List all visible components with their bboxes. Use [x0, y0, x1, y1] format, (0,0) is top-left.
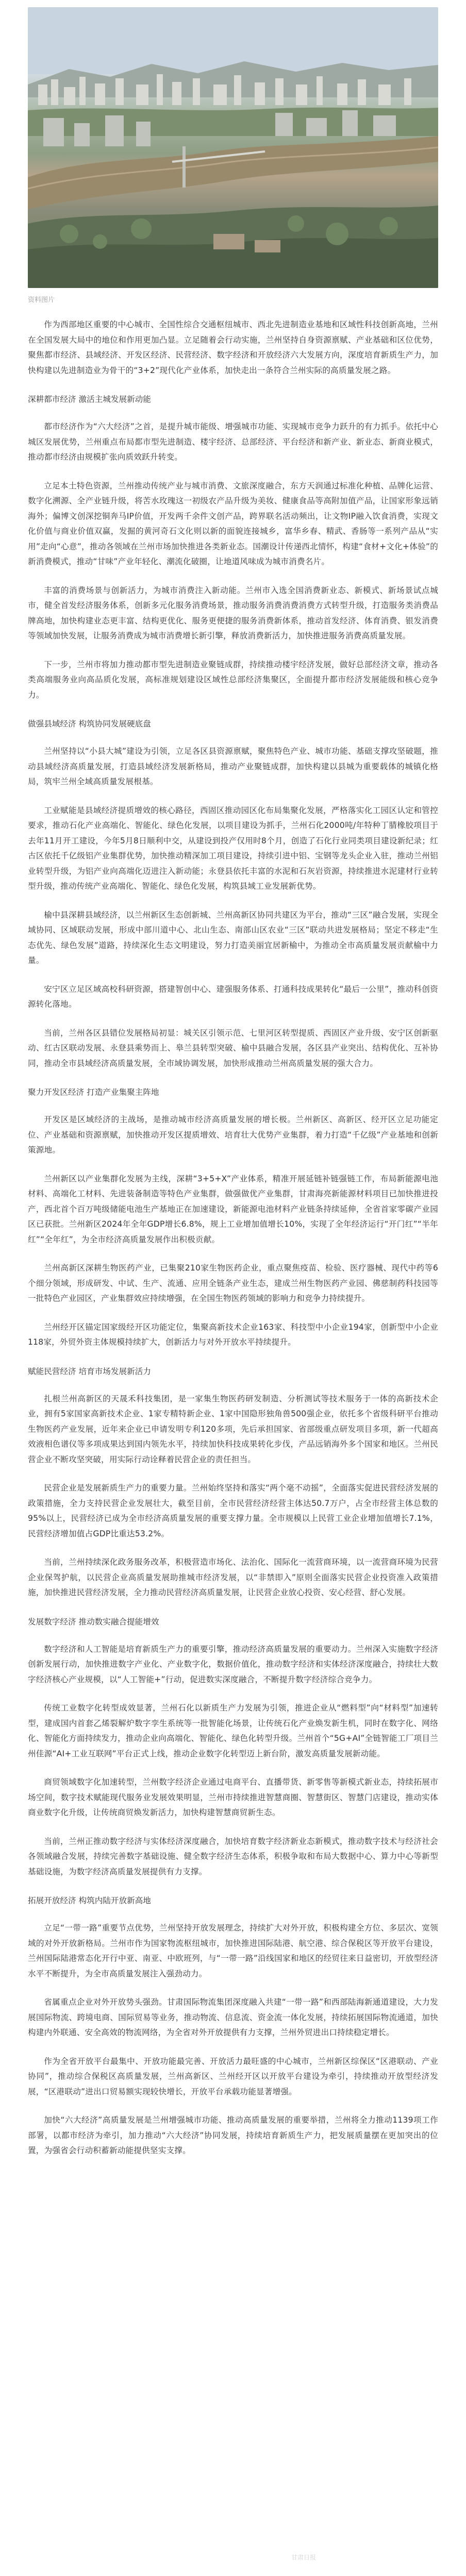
paragraph: 作为西部地区重要的中心城市、全国性综合交通枢纽城市、西北先进制造业基地和区域性科技创新高地，兰州在全国发展大局中的地位和作用更加凸显。立足随着会行动实施，兰州坚持自身资源禀赋、产业基础和区位优势，聚焦都市经济、县域经济、开发区经济、民营经济、数字经济和开放经济六大发展方向，深度培育新质生产力，加快构建以先进制造业为骨干的“3+2”现代化产业体系，加快走出一条符合兰州实际的高质量发展之路。	[28, 320, 438, 375]
paragraph: 兰州新区以产业集群化发展为主线，深耕“3+5+X”产业体系，精准开展延链补链强链工作，布局新能源电池材料、高端化工材料、先进装备制造等特色产业集群，做强做优产业集群，甘肃海亮新能源材料项目已加快推进投产，西北首个百万吨级储能电池生产基地正在加速建设，新能源电池材料产业链条持续延伸，全省首家零碳产业园区已获批。兰州新区2024年全年GDP增长6.8%，规上工业增加值增长10%，实现了全年经济运行“开门红”“半年红”“全年红”，为全市经济高质量发展作出积极贡献。	[28, 1174, 438, 1244]
paragraph: 当前，兰州持续深化政务服务改革，积极营造市场化、法治化、国际化一流营商环境，以一流营商环境为民营企业保驾护航，以民营企业高质量发展助推城市经济发展，以“非禁即入”原则全面落实民营企业投资准入政策措施，加快推进民营经济发展，全力推动民营经济高质量发展，让民营企业放心投资、安心经营、舒心发展。	[28, 1557, 438, 1597]
paragraph: 开发区是区域经济的主战场，是推动城市经济高质量发展的增长极。兰州新区、高新区、经开区立足功能定位、产业基础和资源禀赋，加快推动开发区提质增效、培育壮大优势产业集群，着力打造“千亿级”产业基地和创新策源地。	[28, 1115, 438, 1155]
paragraph: 民营企业是发展新质生产力的重要力量。兰州始终坚持和落实“两个毫不动摇”，全面落实促进民营经济发展的政策措施，全力支持民营企业发展壮大，截至目前，全市民营经济经营主体达50.7万户，占全市经营主体总数的95%以上，民营经济已成为全市经济高质量发展的重要支撑力量。全市规模以上民营工业企业增加值增长7.1%，民营经济增加值占GDP比重达53.2%。	[28, 1483, 438, 1538]
paragraph: 加快“六大经济”高质量发展是兰州增强城市功能、推动高质量发展的重要举措，兰州将全力推动1139项工作部署，以都市经济为牵引，加力推动“六大经济”协同发展，持续培育新质生产力，把发展质量摆在更加突出的位置，为强省会行动积蓄新动能提供坚实支撑。	[28, 2115, 438, 2155]
section-heading: 聚力开发区经济 打造产业集聚主阵地	[28, 1088, 159, 1097]
section-heading: 做强县域经济 构筑协同发展硬底盘	[28, 719, 151, 728]
paragraph: 兰州坚持以“小县大城”建设为引领，立足各区县资源禀赋，聚焦特色产业、城市功能、基础支撑攻坚破题，推动县域经济高质量发展，打造县域经济发展新格局，推动产业聚链成群，加快构建以县城为重要载体的城镇化格局，筑牢兰州全域高质量发展根基。	[28, 747, 438, 786]
section-heading: 赋能民营经济 培育市场发展新活力	[28, 1366, 151, 1376]
article	[28, 0, 438, 2159]
paragraph: 兰州经开区锚定国家级经开区功能定位，集聚高新技术企业163家、科技型中小企业194家，创新型中小企业118家，外贸外资主体规模持续扩大，创新活力与对外开放水平持续提升。	[28, 1322, 438, 1347]
article-body	[28, 317, 438, 2159]
paragraph: 扎根兰州高新区的天晟禾科技集团，是一家集生物医药研发制造、分析测试等技术服务于一体的高新技术企业，拥有5家国家高新技术企业、1家专精特新企业、1家中国隐形独角兽500强企业，依托多个省级科研平台推动生物医药产业发展，近年来企业已申请发明专利120多项，先后承担国家、省部级重点研发项目多项，新一代超高效液相色谱仪等多项成果达到国内领先水平，持续加快科技成果转化步伐，产品远销海外多个国家和地区。兰州民营企业不断攻坚突破，用实际行动诠释着民营企业的责任担当。	[28, 1394, 438, 1464]
paragraph: 当前，兰州各区县错位发展格局初显：城关区引领示范、七里河区转型提质、西固区产业升级、安宁区创新驱动、红古区联动发展、永登县乘势而上、皋兰县转型突破、榆中县融合发展，各区县产业突出、结构优化、互补协同，推动全市县域经济高质量发展，全市域协调发展，加快形成推动兰州高质量发展的强大合力。	[28, 1028, 438, 1068]
paragraph: 立足本土特色资源，兰州推动传统产业与城市消费、文旅深度融合，东方天润通过标准化种植、品牌化运营、数字化溯源、全产业链升级，将苦水玫瑰这一初级农产品升级为美妆、健康食品等高附加值产品，让国家形象远销海外；偏博文创深挖铜奔马IP价值，开发两千余件文创产品，跨界联名活动频出，让文物IP融入饮食消费，实现文化价值与商业价值双赢，发掘的黄河奇石文化则以新的面貌连接城乡，富华乡春、精武、香肠等一系列产品从“实用”走向“心意”，推动各领域在兰州市场加快推进各类新业态。国潮设计传递西北情怀，构建“食材+文化+体验”的新消费模式，推动“甘味”产业年轻化、潮流化破圈，让地道风味成为城市消费名片。	[28, 481, 438, 566]
paragraph: 安宁区立足区域高校科研资源，搭建智创中心、建强服务体系、打通科技成果转化“最后一公里”，推动科创资源转化落地。	[28, 984, 438, 1009]
watermark-text: 甘肃日报	[291, 2554, 317, 2561]
paragraph: 工业赋能是县域经济提质增效的核心路径，西固区推动园区化布局集聚化发展，严格落实化工园区认定和管控要求，推动石化产业高端化、智能化、绿色化发展，以项目建设为抓手，兰州石化2000吨/年特种丁腈橡胶项目于去年11月开工建设，今年5月8日顺利中交，从建设到投产仅用时8个月，创造了石化行业同类项目建设新纪录；红古区依托千亿级铝产业集群优势，加快推动精深加工项目建设，持续引进中铝、宝钢等龙头企业入驻，推动兰州铝业转型升级，为铝产业向高端化迈进注入新动能；永登县依托丰富的水泥和石灰岩资源，持续推进水泥建材行业转型升级，推动传统产业高端化、智能化、绿色化发展，构筑县域工业发展新优势。	[28, 805, 438, 891]
paragraph: 立足“一带一路”重要节点优势，兰州坚持开放发展理念，持续扩大对外开放，积极构建全方位、多层次、宽领域的对外开放新格局。兰州市作为国家物流枢纽城市，加快推进国际陆港、航空港、综合保税区等开放平台建设，兰州国际陆港常态化开行中亚、南亚、中欧班列，与“一带一路”沿线国家和地区的经贸往来日益密切，开放型经济水平不断提升，为全市高质量发展注入强劲动力。	[28, 1923, 438, 1978]
paragraph: 作为全省开放平台最集中、开放功能最完善、开放活力最旺盛的中心城市，兰州新区综保区“区港联动、产业协同”，推动综合保税区高质量发展，兰州高新区、兰州经开区以开放平台建设为牵引，持续推动开放型经济发展，“区港联动”进出口贸易额实现较快增长，开放平台承载功能显著增强。	[28, 2056, 438, 2096]
section-heading: 深耕都市经济 激活主城发展新动能	[28, 395, 151, 404]
image-caption: 资料图片	[28, 296, 55, 304]
city-aerial-photo	[28, 7, 438, 288]
paragraph: 当前，兰州正推动数字经济与实体经济深度融合，加快培育数字经济新业态新模式，推动数字技术与经济社会各领域融合发展，持续完善数字基础设施、健全数字经济生态体系，积极争取和布局大数据中心、算力中心等新型基础设施，为数字经济高质量发展提供有力支撑。	[28, 1836, 438, 1876]
paragraph: 省属重点企业对外开放势头强劲。甘肃国际物流集团深度融入共建“一带一路”和西部陆海新通道建设，大力发展国际物流、跨境电商、国际贸易等业务，推动物流、信息流、资金流一体化发展，持续拓展国际物流通道，加快构建内外联通、安全高效的物流网络，为全省对外开放提供有力支撑，兰州外贸进出口持续稳定增长。	[28, 1997, 438, 2037]
paragraph: 商贸领域数字化加速转型，兰州数字经济企业通过电商平台、直播带货、新零售等新模式新业态，持续拓展市场空间，数字技术赋能现代服务业发展效果明显，兰州市持续推进智慧商圈、智慧街区、智慧门店建设，推动实体商业数字化升级，让传统商贸焕发新活力，加快构建智慧商贸新生态。	[28, 1777, 438, 1817]
city-skyline-illustration	[28, 7, 438, 288]
paragraph: 兰州高新区深耕生物医药产业，已集聚210家生物医药企业，重点聚焦疫苗、检验、医疗器械、现代中药等6个细分领域，形成研发、中试、生产、流通、应用全链条产业生态，建成兰州生物医药产业园、佛慈制药科技园等一批特色产业园区，产业集群效应持续增强，在全国生物医药领域的影响力和竞争力持续提升。	[28, 1263, 438, 1303]
paragraph: 下一步，兰州市将加力推动都市型先进制造业聚链成群，持续推动楼宇经济发展，做好总部经济文章，推动各类高端服务业向高品质化发展，高标准规划建设区域性总部经济集聚区，全面提升都市经济发展能级和核心竞争力。	[28, 659, 438, 700]
paragraph: 丰富的消费场景与创新活力，为城市消费注入新动能。兰州市入选全国消费新业态、新模式、新场景试点城市，健全首发经济服务体系，创新多元化服务消费场景，推动服务消费消费消费方式转型升级，打造服务类消费品牌高地，加快构建业态更丰富、结构更优化、服务更便捷的服务消费新体系，推动首发经济、体育消费、银发消费等领域加快发展，让服务消费成为城市消费增长新引擎，释放消费新活力，加快推进服务消费高质量发展。	[28, 585, 438, 640]
paragraph: 传统工业数字化转型成效显著，兰州石化以新质生产力发展为引领，推进企业从“燃料型”向“材料型”加速转型，建成国内首套乙烯裂解炉数字孪生系统等一批智能化场景，让传统石化产业焕发新生机，同时在数字化、网络化、智能化方面持续发力，推动企业向高端化、智能化、绿色化转型升级。兰州首个“5G+AI”全链智能工厂项目兰州佳源“AI+工业互联网”平台正式上线，推动企业数字化转型迈上新台阶，激发高质量发展新动能。	[28, 1703, 438, 1758]
section-heading: 发展数字经济 推动数实融合提能增效	[28, 1617, 159, 1626]
section-heading: 拓展开放经济 构筑内陆开放新高地	[28, 1896, 151, 1905]
paragraph: 数字经济和人工智能是培育新质生产力的重要引擎，推动经济高质量发展的重要动力。兰州深入实施数字经济创新发展行动，加快推进数字产业化、产业数字化，数据价值化，推动数字经济和实体经济深度融合，持续壮大数字经济核心产业规模，以“人工智能+”行动，促进数实深度融合，不断提升数字经济综合竞争力。	[28, 1644, 438, 1684]
paragraph: 榆中县深耕县域经济，以兰州新区生态创新城、兰州高新区协同共建区为平台，推动“三区”融合发展，实现全域协同、区域联动发展，形成中部川道中心、北山生态、南部山区农业“三区”联动共进发展格局；坚定不移走“生态优先、绿色发展”道路，持续深化生态文明建设，努力打造美丽宜居新榆中，为推动全市高质量发展贡献榆中力量。	[28, 910, 438, 965]
paragraph: 都市经济作为“六大经济”之首，是提升城市能级、增强城市功能、实现城市竞争力跃升的有力抓手。依托中心城区发展优势，兰州重点布局都市型先进制造、楼宇经济、总部经济、平台经济和新产业、新业态、新商业模式，推动都市经济由规模扩张向质效跃升转变。	[28, 422, 438, 462]
